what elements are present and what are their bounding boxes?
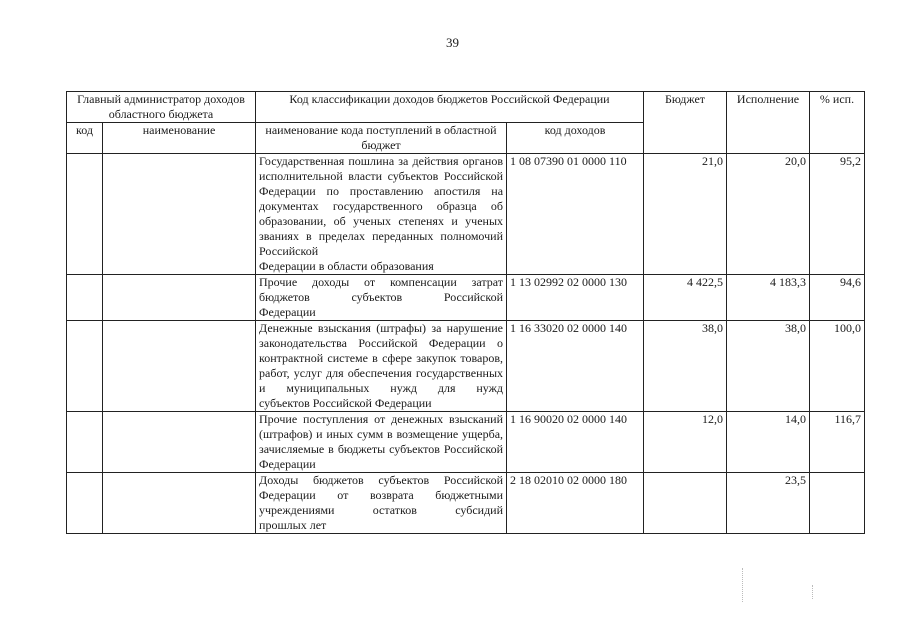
row-income-code: 1 16 33020 02 0000 140: [507, 321, 644, 412]
row-admin-code: [67, 154, 103, 275]
row-admin-code: [67, 275, 103, 321]
row-execution: 4 183,3: [727, 275, 810, 321]
row-percent: [810, 473, 865, 534]
row-income-name: Прочие поступления от денежных взысканий (штрафов) и иных сумм в возмещение ущерба, зачисляемые в бюджеты субъектов Российской Федерации: [256, 412, 507, 473]
row-percent: 95,2: [810, 154, 865, 275]
scan-artifact: [742, 568, 743, 602]
table-row: [67, 412, 865, 473]
row-income-code: 1 13 02992 02 0000 130: [507, 275, 644, 321]
row-percent: 100,0: [810, 321, 865, 412]
row-execution: 23,5: [727, 473, 810, 534]
header-execution: Исполнение: [727, 92, 810, 154]
row-income-name: Денежные взыскания (штрафы) за нарушение законодательства Российской Федерации о контрактной системе в сфере закупок товаров, работ, услуг для обеспечения государственных и муниципальных нужд для нужд субъектов Российской Федерации: [256, 321, 507, 412]
row-admin-name: [103, 275, 256, 321]
header-row-top: [67, 92, 865, 123]
row-execution: 38,0: [727, 321, 810, 412]
header-name: наименование: [103, 123, 256, 154]
row-budget: 12,0: [644, 412, 727, 473]
header-income-code: код доходов: [507, 123, 644, 154]
table-row: [67, 154, 865, 275]
table-row: [67, 473, 865, 534]
row-admin-code: [67, 321, 103, 412]
header-code: код: [67, 123, 103, 154]
row-income-name: Государственная пошлина за действия органов исполнительной власти субъектов Российской Федерации по проставлению апостиля на документах государственного образца об образовании, об ученых степенях и ученых званиях в пределах переданных полномочий Российской Федерации в области образования: [256, 154, 507, 275]
header-percent: % исп.: [810, 92, 865, 154]
row-execution: 20,0: [727, 154, 810, 275]
row-percent: 116,7: [810, 412, 865, 473]
header-classification-group: Код классификации доходов бюджетов Российской Федерации: [256, 92, 644, 123]
row-admin-code: [67, 473, 103, 534]
budget-table: [66, 91, 865, 534]
row-budget: 4 422,5: [644, 275, 727, 321]
row-admin-name: [103, 321, 256, 412]
header-admin-group: Главный администратор доходов областного бюджета: [67, 92, 256, 123]
row-budget: [644, 473, 727, 534]
row-admin-code: [67, 412, 103, 473]
row-admin-name: [103, 412, 256, 473]
row-income-code: 1 16 90020 02 0000 140: [507, 412, 644, 473]
row-execution: 14,0: [727, 412, 810, 473]
row-income-code: 2 18 02010 02 0000 180: [507, 473, 644, 534]
row-percent: 94,6: [810, 275, 865, 321]
page-number: 39: [446, 35, 459, 50]
scan-artifact: [812, 585, 813, 599]
row-income-code: 1 08 07390 01 0000 110: [507, 154, 644, 275]
row-budget: 21,0: [644, 154, 727, 275]
table-row: [67, 275, 865, 321]
header-budget: Бюджет: [644, 92, 727, 154]
row-income-name: Доходы бюджетов субъектов Российской Федерации от возврата бюджетными учреждениями остатков субсидий прошлых лет: [256, 473, 507, 534]
header-income-code-name: наименование кода поступлений в областной бюджет: [256, 123, 507, 154]
table-row: [67, 321, 865, 412]
row-admin-name: [103, 473, 256, 534]
row-admin-name: [103, 154, 256, 275]
row-budget: 38,0: [644, 321, 727, 412]
row-income-name: Прочие доходы от компенсации затрат бюджетов субъектов Российской Федерации: [256, 275, 507, 321]
